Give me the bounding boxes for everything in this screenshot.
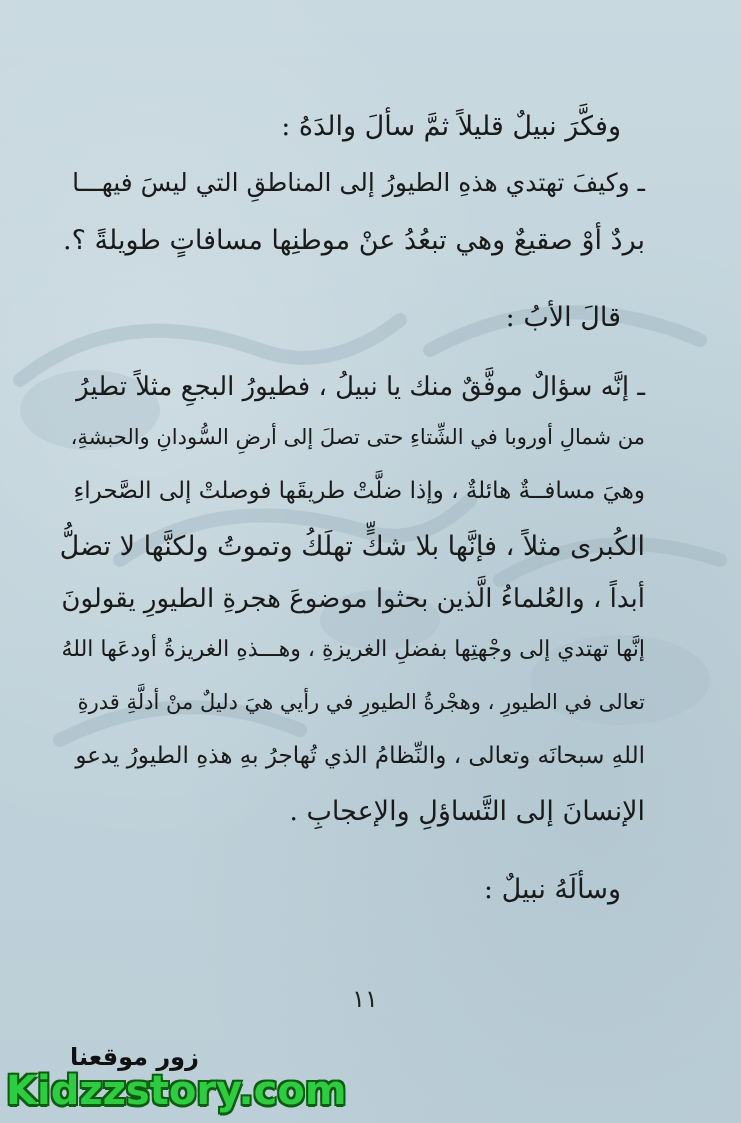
text-line-8: الكُبرى مثلاً ، فإنَّها بلا شكٍّ تهلَكُ وتموتُ ولكنَّها لا تضلُّ <box>59 531 645 562</box>
text-line-13: الإنسانَ إلى التَّساؤلِ والإعجابِ . <box>289 796 645 827</box>
text-line-7: وهيَ مسافــةٌ هائلةٌ ، وإذا ضلَّتْ طريقَها فوصلتْ إلى الصَّحراءِ <box>73 478 645 504</box>
text-line-12: اللهِ سبحانَه وتعالى ، والنِّظامُ الذي تُهاجرُ بهِ هذهِ الطيورُ يدعو <box>75 743 645 769</box>
text-line-4: قالَ الأبُ : <box>505 302 621 333</box>
site-logo[interactable]: Kidzzstory.com <box>6 1068 347 1114</box>
text-line-3: بردٌ أوْ صقيعٌ وهي تبعُدُ عنْ موطنِها مسافاتٍ طويلةً ؟. <box>63 225 645 256</box>
text-line-5: ـ إنَّه سؤالٌ موفَّقٌ منك يا نبيلُ ، فطيورُ البجعِ مثلاً تطيرُ <box>76 372 645 402</box>
text-line-10: إنَّها تهتدي إلى وجْهتِها بفضلِ الغريزةِ ، وهـــذهِ الغريزةُ أودعَها اللهُ <box>61 637 645 662</box>
text-line-6: من شمالِ أوروبا في الشِّتاءِ حتى تصلَ إلى أرضِ السُّودانِ والحبشةِ، <box>70 425 645 449</box>
text-line-11: تعالى في الطيورِ ، وهجْرةُ الطيورِ في رأيي هيَ دليلٌ منْ أدلَّةِ قدرةِ <box>77 690 645 714</box>
visit-site-label: زور موقعنا <box>70 1043 199 1071</box>
text-line-14: وسألَهُ نبيلٌ : <box>483 874 621 905</box>
text-line-9: أبداً ، والعُلماءُ الَّذين بحثوا موضوعَ هجرةِ الطيورِ يقولونَ <box>61 584 645 614</box>
text-line-2: ـ وكيفَ تهتدي هذهِ الطيورُ إلى المناطقِ التي ليسَ فيهـــا <box>72 168 645 197</box>
text-line-1: وفكَّرَ نبيلٌ قليلاً ثمَّ سألَ والدَهُ : <box>281 111 621 142</box>
page-number: ١١ <box>352 985 378 1013</box>
